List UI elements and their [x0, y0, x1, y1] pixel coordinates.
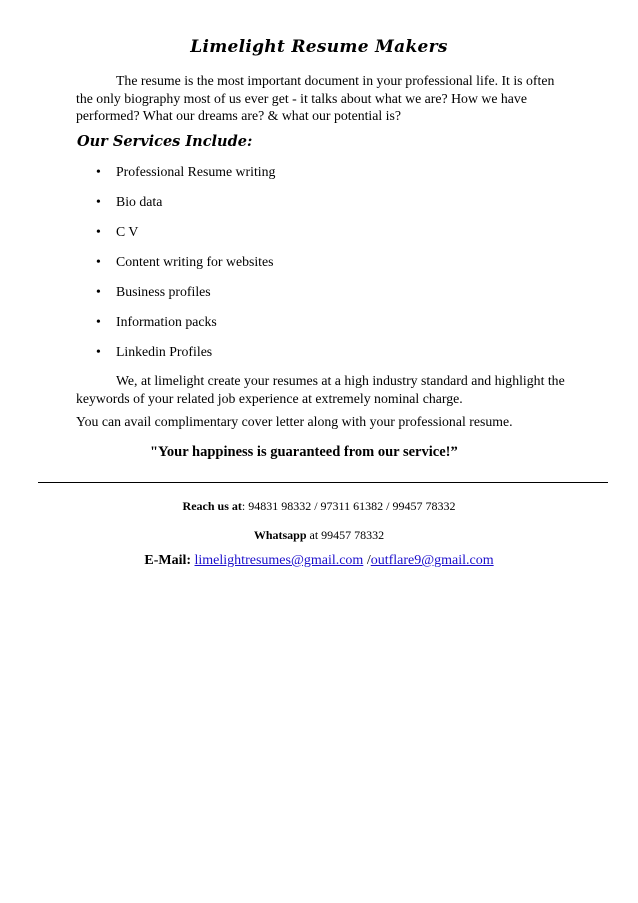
list-item — [96, 221, 275, 251]
bullet-icon: • — [96, 314, 101, 329]
service-label: Business profiles — [116, 284, 211, 299]
email-line — [0, 553, 638, 569]
service-label: Professional Resume writing — [116, 164, 276, 179]
reach-label: Reach us at — [182, 499, 242, 513]
document-title: Limelight Resume Makers — [190, 37, 448, 57]
email-separator: / — [363, 553, 371, 568]
whatsapp-line — [0, 528, 638, 543]
whatsapp-number: at 99457 78332 — [306, 528, 385, 542]
divider — [38, 482, 608, 483]
service-label: Bio data — [116, 194, 163, 209]
service-label: Information packs — [116, 314, 217, 329]
reach-numbers: : 94831 98332 / 97311 61382 / 99457 78332 — [241, 499, 456, 513]
intro-paragraph: The resume is the most important document in your professional life. It is often the only biography most of us ever get - it talks about what we are? How we have performed? What our dreams are? & what our potential is? — [76, 73, 555, 123]
email-label: E-Mail: — [144, 553, 192, 568]
bullet-icon: • — [96, 344, 101, 359]
bullet-icon: • — [96, 224, 101, 239]
bullet-icon: • — [96, 164, 101, 179]
list-item — [96, 251, 275, 281]
cover-letter-note: You can avail complimentary cover letter along with your professional resume. — [76, 414, 513, 429]
list-item — [96, 161, 275, 191]
whatsapp-label: Whatsapp — [253, 528, 307, 542]
service-label: Linkedin Profiles — [116, 344, 213, 359]
service-label: Content writing for websites — [116, 254, 274, 269]
service-label: C V — [116, 224, 139, 239]
bullet-icon: • — [96, 284, 101, 299]
list-item — [96, 341, 275, 371]
phone-line — [0, 499, 638, 514]
bullet-icon: • — [96, 254, 101, 269]
list-item — [96, 191, 275, 221]
commitment-paragraph: We, at limelight create your resumes at a high industry standard and highlight the keywords of your related job experience at extremely nominal charge. — [76, 373, 565, 406]
list-item — [96, 281, 275, 311]
email-link-secondary[interactable]: outflare9@gmail.com — [370, 553, 494, 568]
services-heading: Our Services Include: — [77, 133, 253, 150]
email-link-primary[interactable]: limelightresumes@gmail.com — [194, 553, 364, 568]
bullet-icon: • — [96, 194, 101, 209]
list-item — [96, 311, 275, 341]
tagline: "Your happiness is guaranteed from our service!” — [150, 444, 458, 460]
services-list — [96, 161, 275, 371]
